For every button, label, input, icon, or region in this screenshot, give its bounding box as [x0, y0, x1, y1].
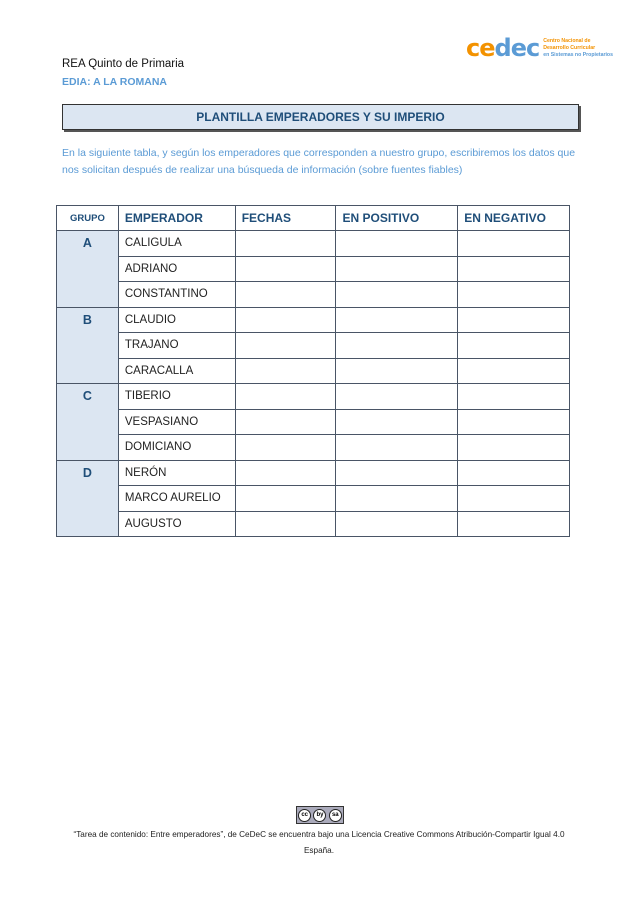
fechas-cell[interactable] — [235, 384, 336, 410]
table-row — [57, 358, 570, 384]
emperor-name-cell: CONSTANTINO — [118, 282, 235, 308]
en-positivo-cell[interactable] — [336, 358, 458, 384]
en-positivo-cell[interactable] — [336, 307, 458, 333]
en-negativo-cell[interactable] — [458, 384, 570, 410]
fechas-cell[interactable] — [235, 511, 336, 537]
fechas-cell[interactable] — [235, 435, 336, 461]
emperor-name-cell: TIBERIO — [118, 384, 235, 410]
logo-line-1: Centro Nacional de — [543, 37, 591, 44]
group-cell: B — [57, 307, 119, 384]
table-row — [57, 486, 570, 512]
emperor-name-cell: MARCO AURELIO — [118, 486, 235, 512]
emperor-name-cell: CALIGULA — [118, 231, 235, 257]
cedec-logo — [466, 34, 613, 62]
fechas-cell[interactable] — [235, 409, 336, 435]
header-en-positivo: EN POSITIVO — [336, 206, 458, 231]
en-positivo-cell[interactable] — [336, 256, 458, 282]
sa-icon: sa — [329, 809, 342, 822]
emperor-name-cell: CLAUDIO — [118, 307, 235, 333]
emperor-name-cell: DOMICIANO — [118, 435, 235, 461]
logo-line-2: Desarrollo Curricular — [543, 44, 596, 51]
fechas-cell[interactable] — [235, 333, 336, 359]
fechas-cell[interactable] — [235, 460, 336, 486]
group-cell: D — [57, 460, 119, 537]
emperor-name-cell: AUGUSTO — [118, 511, 235, 537]
emperor-name-cell: VESPASIANO — [118, 409, 235, 435]
en-negativo-cell[interactable] — [458, 435, 570, 461]
intro-paragraph: En la siguiente tabla, y según los emperadores que corresponden a nuestro grupo, escribiremos los datos que nos solicitan después de realizar una búsqueda de información (sobre fuentes fiables) — [62, 147, 576, 176]
group-cell: C — [57, 384, 119, 461]
by-icon: by — [313, 809, 326, 822]
en-negativo-cell[interactable] — [458, 231, 570, 257]
en-negativo-cell[interactable] — [458, 460, 570, 486]
fechas-cell[interactable] — [235, 486, 336, 512]
en-positivo-cell[interactable] — [336, 435, 458, 461]
group-cell: A — [57, 231, 119, 308]
emperors-table — [56, 205, 570, 537]
en-positivo-cell[interactable] — [336, 333, 458, 359]
emperor-name-cell: ADRIANO — [118, 256, 235, 282]
fechas-cell[interactable] — [235, 282, 336, 308]
table-row — [57, 511, 570, 537]
en-negativo-cell[interactable] — [458, 409, 570, 435]
header-grupo: GRUPO — [57, 206, 119, 231]
en-positivo-cell[interactable] — [336, 384, 458, 410]
header-fechas: FECHAS — [235, 206, 336, 231]
fechas-cell[interactable] — [235, 231, 336, 257]
table-row — [57, 435, 570, 461]
logo-wordmark — [466, 34, 539, 62]
fechas-cell[interactable] — [235, 307, 336, 333]
fechas-cell[interactable] — [235, 358, 336, 384]
emperor-name-cell: NERÓN — [118, 460, 235, 486]
fechas-cell[interactable] — [235, 256, 336, 282]
en-positivo-cell[interactable] — [336, 282, 458, 308]
table-row — [57, 256, 570, 282]
table-row — [57, 384, 570, 410]
edia-label: EDIA: A LA ROMANA — [62, 76, 167, 88]
en-positivo-cell[interactable] — [336, 231, 458, 257]
table-row — [57, 307, 570, 333]
logo-line-3: en Sistemas no Propietarios — [543, 51, 613, 58]
table-row — [57, 409, 570, 435]
emperor-name-cell: CARACALLA — [118, 358, 235, 384]
en-negativo-cell[interactable] — [458, 486, 570, 512]
header-en-negativo: EN NEGATIVO — [458, 206, 570, 231]
license-footer: “Tarea de contenido: Entre emperadores”, de CeDeC se encuentra bajo una Licencia Creative Commons Atribución-Compartir Igual 4.0 España. — [73, 830, 565, 855]
en-positivo-cell[interactable] — [336, 486, 458, 512]
table-row — [57, 282, 570, 308]
en-negativo-cell[interactable] — [458, 358, 570, 384]
logo-wordmark-dec: dec — [494, 34, 540, 62]
table-row — [57, 231, 570, 257]
en-positivo-cell[interactable] — [336, 511, 458, 537]
page-title: PLANTILLA EMPERADORES Y SU IMPERIO — [62, 104, 579, 130]
creative-commons-badge — [296, 806, 344, 824]
table-row — [57, 460, 570, 486]
en-negativo-cell[interactable] — [458, 282, 570, 308]
en-negativo-cell[interactable] — [458, 511, 570, 537]
cc-icon: cc — [298, 809, 311, 822]
en-positivo-cell[interactable] — [336, 409, 458, 435]
en-negativo-cell[interactable] — [458, 333, 570, 359]
en-positivo-cell[interactable] — [336, 460, 458, 486]
en-negativo-cell[interactable] — [458, 307, 570, 333]
document-header — [62, 56, 184, 90]
emperor-name-cell: TRAJANO — [118, 333, 235, 359]
course-label: REA Quinto de Primaria — [62, 58, 185, 70]
header-emperador: EMPERADOR — [118, 206, 235, 231]
table-header-row — [57, 206, 570, 231]
logo-subtitle — [543, 38, 613, 59]
table-row — [57, 333, 570, 359]
logo-wordmark-ce: ce — [466, 34, 495, 62]
en-negativo-cell[interactable] — [458, 256, 570, 282]
